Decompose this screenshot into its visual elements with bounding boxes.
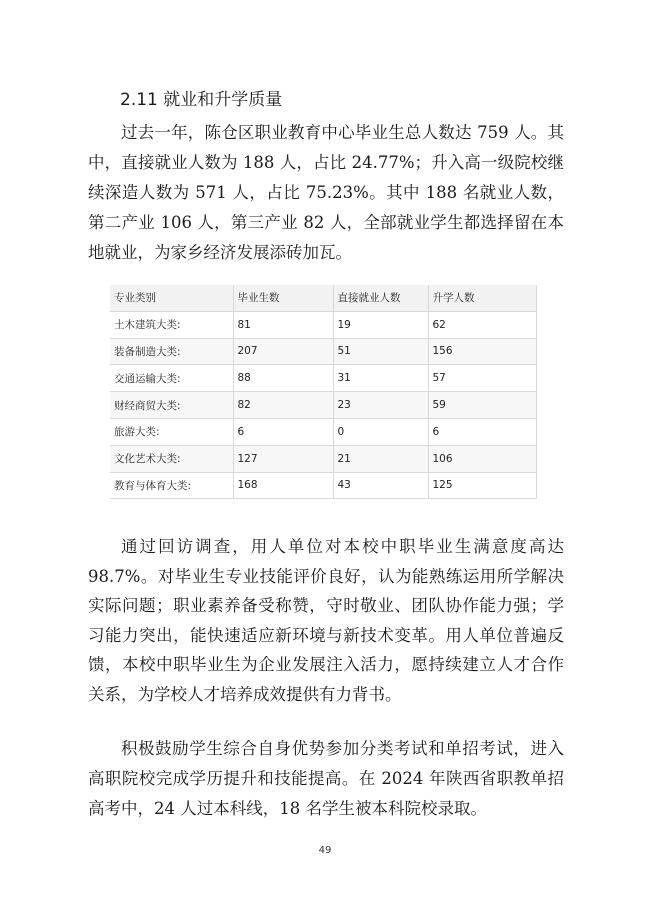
table-row — [110, 365, 536, 392]
table-cell: 19 — [333, 311, 428, 338]
table-cell: 0 — [333, 418, 428, 445]
table-cell: 21 — [333, 445, 428, 472]
table-row — [110, 392, 536, 419]
table-row — [110, 472, 536, 499]
table-header-row — [110, 285, 536, 311]
table-cell: 127 — [233, 445, 333, 472]
column-header-further-study: 升学人数 — [428, 285, 536, 311]
table-cell: 43 — [333, 472, 428, 499]
table-row — [110, 418, 536, 445]
table-cell: 81 — [233, 311, 333, 338]
column-header-employed: 直接就业人数 — [333, 285, 428, 311]
table-row — [110, 338, 536, 365]
table-cell: 57 — [428, 365, 536, 392]
table-cell: 51 — [333, 338, 428, 365]
table-cell: 106 — [428, 445, 536, 472]
table-cell: 装备制造大类: — [110, 338, 233, 365]
paragraph-employment-summary: 过去一年，陈仓区职业教育中心毕业生总人数达 759 人。其中，直接就业人数为 188 人，占比 24.77%；升入高一级院校继续深造人数为 571 人，占比 75.23%。其中 188 名就业人数，第二产业 106 人，第三产业 82 人，全部就业学生都选择留在本地就业，为家乡经济发展添砖加瓦。 — [88, 123, 564, 262]
table-cell: 土木建筑大类: — [110, 311, 233, 338]
table-cell: 156 — [428, 338, 536, 365]
table-cell: 62 — [428, 311, 536, 338]
table-cell: 82 — [233, 392, 333, 419]
table-cell: 文化艺术大类: — [110, 445, 233, 472]
table-cell: 207 — [233, 338, 333, 365]
table-cell: 125 — [428, 472, 536, 499]
table-cell: 168 — [233, 472, 333, 499]
table-cell: 6 — [233, 418, 333, 445]
paragraph-employer-feedback: 通过回访调查，用人单位对本校中职毕业生满意度高达 98.7%。对毕业生专业技能评价良好，认为能熟练运用所学解决实际问题；职业素养备受称赞，守时敬业、团队协作能力强；学习能力突出，能快速适应新环境与新技术变革。用人单位普遍反馈，本校中职毕业生为企业发展注入活力，愿持续建立人才合作关系，为学校人才培养成效提供有力背书。 — [88, 537, 564, 704]
table-cell: 教育与体育大类: — [110, 472, 233, 499]
table-cell: 6 — [428, 418, 536, 445]
table-row — [110, 445, 536, 472]
table-cell: 31 — [333, 365, 428, 392]
paragraph-further-study: 积极鼓励学生综合自身优势参加分类考试和单招考试，进入高职院校完成学历提升和技能提高。在 2024 年陕西省职教单招高考中，24 人过本科线，18 名学生被本科院校录取。 — [88, 739, 564, 818]
table-cell: 旅游大类: — [110, 418, 233, 445]
column-header-graduates: 毕业生数 — [233, 285, 333, 311]
table-cell: 23 — [333, 392, 428, 419]
table-cell: 财经商贸大类: — [110, 392, 233, 419]
table-cell: 59 — [428, 392, 536, 419]
section-heading: 2.11 就业和升学质量 — [120, 90, 283, 110]
employment-table — [110, 285, 537, 499]
page-number: 49 — [318, 845, 332, 856]
column-header-major: 专业类别 — [110, 285, 233, 311]
table-cell: 交通运输大类: — [110, 365, 233, 392]
table-row — [110, 311, 536, 338]
table-cell: 88 — [233, 365, 333, 392]
